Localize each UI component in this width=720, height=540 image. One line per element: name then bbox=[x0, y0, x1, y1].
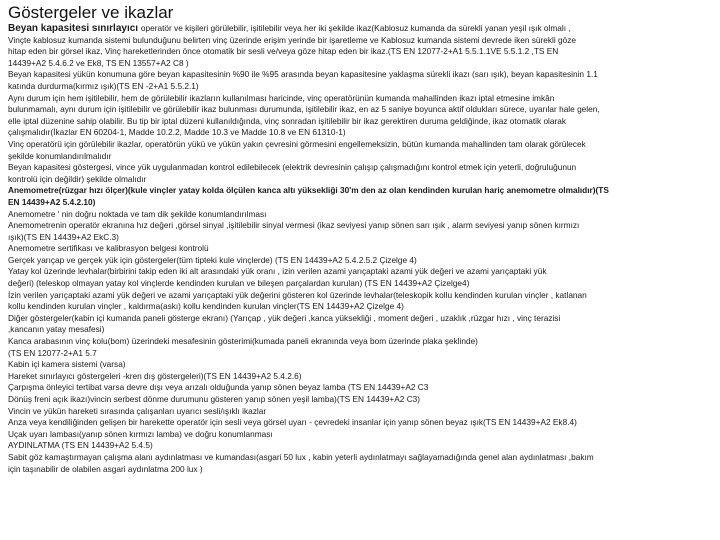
line-text: Beyan kapasitesi göstergesi, vince yük uygulanmadan kontrol edilebilecek (elektrik devresinin çalışıp çalışmadığını kontrol etmek için yeterli, doğruluğunun bbox=[8, 162, 577, 173]
text-line bbox=[8, 127, 714, 139]
line-text: Anemometre sertifikası ve kalibrasyon belgesi kontrolü bbox=[8, 243, 209, 254]
line-text: Vinçte kablosuz kumanda sistemi bulunduğunu belirten vinç üzerinde erişim yerinde bir işaretleme ve Kablosuz kumanda sistemi devrede iken sürekli göze bbox=[8, 34, 577, 45]
line-text: Anemometrenin operatör ekranına hız değeri ,görsel sinyal ,işitilebilir sinyal vermesi (ikaz seviyesi yanıp sönen sarı ışık , alarm seviyesi yanıp sönen kırmızı bbox=[8, 220, 580, 231]
line-text: Hareket sınırlayıcı göstergeleri -kren dış göstergeleri)(TS EN 14439+A2 5.4.2.6) bbox=[8, 370, 302, 381]
text-line bbox=[8, 174, 714, 186]
text-line bbox=[8, 220, 714, 232]
text-line bbox=[8, 197, 714, 209]
line-text: operatör ve kişileri görülebilir, işitilebilir veya her iki şekilde ikaz(Kablosuz kumanda da sürekli yanan yeşil ışık olmalı , bbox=[140, 23, 571, 33]
text-line bbox=[8, 464, 714, 476]
text-line bbox=[8, 301, 714, 313]
text-line bbox=[8, 336, 714, 348]
line-text: (TS EN 12077-2+A1 5.7 bbox=[8, 347, 97, 358]
line-text: Sabit göz kamaştırmayan çalışma alanı aydınlatması ve kumandası(asgari 50 lux , kabin yeterli aydınlatmayı sağlayamadığında genel alan aydınlatması ,bakım bbox=[8, 451, 594, 462]
text-line bbox=[8, 162, 714, 174]
line-text: şekilde konumlandırılmalıdır bbox=[8, 150, 112, 161]
line-text: Dönüş freni açık ikazı)vincin serbest dönme durumunu gösteren yanıp sönen yeşil lamba)(TS EN 14439+A2 C3) bbox=[8, 394, 421, 404]
line-text: EN 14439+A2 5.4.2.10) bbox=[8, 196, 96, 207]
line-text: için taşınabilir de olabilen asgari aydınlatma 200 lux ) bbox=[8, 463, 203, 474]
text-line bbox=[8, 348, 714, 360]
text-line bbox=[8, 417, 714, 429]
page-title: Göstergeler ve ikazlar bbox=[8, 3, 174, 22]
lead-term: Beyan kapasitesi sınırlayıcı bbox=[8, 23, 141, 34]
text-line bbox=[8, 406, 714, 418]
line-text: kollu kendinden kurulan vinçler , kaldırma(askı) kollu kendinden kurulan vinçler(TS EN 14439+A2 Çizelge 4) bbox=[8, 301, 404, 312]
line-text: katında durdurma(kırmız ışık)(TS EN -2+A1 5.5.2.1) bbox=[8, 80, 199, 91]
line-text: Yatay kol üzerinde levhalar(birbirini takip eden iki alt arasındaki yük oranı , izin verilen azami yarıçaptaki azami yük değeri ve azami yarıçaptaki yük bbox=[8, 266, 547, 277]
line-text: ışık)(TS EN 14439+A2 EkC.3) bbox=[8, 231, 119, 242]
text-line bbox=[8, 81, 714, 93]
text-line bbox=[8, 69, 714, 81]
text-line bbox=[8, 313, 714, 325]
text-line bbox=[8, 93, 714, 105]
line-text: İzin verilen yarıçaptaki azami yük değeri ve azami yarıçaptaki yük değerini gösteren kol üzerinde levhalar(teleskopik kollu kendinden kurulan vinçler , katlanan bbox=[8, 289, 587, 300]
text-line bbox=[8, 359, 714, 371]
line-text: çalışmalıdır(İkazlar EN 60204-1, Madde 10.2.2, Madde 10.3 ve Madde 10.8 ve EN 61310-1) bbox=[8, 127, 346, 138]
text-line bbox=[8, 394, 714, 406]
text-line bbox=[8, 46, 714, 58]
line-text: Anemometre(rüzgar hızı ölçer)(kule vinçler yatay kolda ölçülen kanca altı yüksekliği 30'm den az olan kendinden kurulan hariç anemometre olmalıdır)(TS bbox=[8, 185, 609, 196]
text-line bbox=[8, 139, 714, 151]
line-text: bulunmamalı, aynı durum için işitilebilir ve görülebilir ikaz bulunması durumunda, işitilebilir ikaz, en az 5 saniye boyunca aktif oldukları sürece, uyarılar hale gelen, bbox=[8, 104, 600, 115]
text-line bbox=[8, 243, 714, 255]
text-line bbox=[8, 35, 714, 47]
text-line bbox=[8, 429, 714, 441]
text-line bbox=[8, 452, 714, 464]
line-text: Beyan kapasitesi yükün konumuna göre beyan kapasitesinin %90 ile %95 arasında beyan kapasitesine yaklaşma sürekli ikazı (sarı ışık), beyan kapasitesinin 1.1 bbox=[8, 69, 598, 80]
line-text: Vinç operatörü için görülebilir ikazlar, operatörün yükü ve yükün yakın çevresini görmesini engellemeksizin, bütün kumanda mahallinden tam olarak görülecek bbox=[8, 138, 586, 149]
text-line bbox=[8, 255, 714, 267]
line-text: 14439+A2 5.4.6.2 ve Ek8, TS EN 13557+A2 C8 ) bbox=[8, 57, 189, 68]
text-line bbox=[8, 266, 714, 278]
line-text: Çarpışma önleyici tertibat varsa devre dışı veya arızalı olduğunda yanıp sönen beyaz lamba (TS EN 14439+A2 C3 bbox=[8, 382, 429, 393]
document-body bbox=[8, 23, 714, 475]
text-line bbox=[8, 371, 714, 383]
text-line bbox=[8, 23, 714, 35]
text-line bbox=[8, 232, 714, 244]
text-line bbox=[8, 185, 714, 197]
line-text: Diğer göstergeler(kabin içi kumanda paneli gösterge ekranı) (Yarıçap , yük değeri ,kanca yüksekliği , moment değeri , uzaklık ,rüzgar hızı , vinç terazisi bbox=[8, 312, 561, 323]
text-line bbox=[8, 324, 714, 336]
line-text: Anemometre ' nin doğru noktada ve tam dik şekilde konumlandırılması bbox=[8, 208, 267, 219]
line-text: Aynı durum için hem işitilebilir, hem de görülebilir ikazların kullanılması haricinde, vinç operatörünün kumanda mahallinden ikazı iptal etmesine imkân bbox=[8, 92, 555, 103]
line-text: Uçak uyarı lambası(yanıp sönen kırmızı lamba) ve doğru konumlanması bbox=[8, 428, 273, 439]
line-text: değeri) (teleskop olmayan yatay kol vinçlerde kendinden kurulan ve bileşen parçalardan kurulan) (TS EN 14439+A2 Çizelge4) bbox=[8, 278, 470, 289]
text-line bbox=[8, 209, 714, 221]
text-line bbox=[8, 382, 714, 394]
line-text: Vincin ve yükün hareketi sırasında çalışanları uyarıcı sesli/ışıklı ikazlar bbox=[8, 405, 267, 416]
line-text: AYDINLATMA (TS EN 14439+A2 5.4.5) bbox=[8, 440, 153, 451]
line-text: kontrolü için değildir) şekilde olmalıdır bbox=[8, 173, 147, 184]
text-line bbox=[8, 104, 714, 116]
text-line bbox=[8, 151, 714, 163]
line-text: elle iptal düzenine sahip olabilir. Bu tip bir iptal düzeni kullanıldığında, vinç sonradan işitilebilir bir ikaz gerektiren duruma geldiğinde, ikaz otomatik olarak bbox=[8, 115, 567, 126]
text-line bbox=[8, 278, 714, 290]
line-text: Kanca arabasının vinç kolu(bom) üzerindeki mesafesinin gösterimi(kumada paneli ekranında veya bom üzerinde plaka şeklinde) bbox=[8, 336, 478, 347]
line-text: hitap eden bir görsel ikaz, Vinç hareketlerinden önce otomatik bir sesli ve/veya göze hitap eden bir ikaz.(TS EN 12077-2+A1 5.5.1.1VE 5.5.1.2 ,TS EN bbox=[8, 46, 559, 57]
line-text: Kabin içi kamera sistemi (varsa) bbox=[8, 359, 126, 370]
text-line bbox=[8, 116, 714, 128]
text-line bbox=[8, 290, 714, 302]
text-line bbox=[8, 440, 714, 452]
text-line bbox=[8, 58, 714, 70]
line-text: Anza veya kendiliğinden gelişen bir harekette operatör için sesli veya görsel uyarı - çevredeki insanlar için yanıp sönen beyaz ışık(TS EN 14439+A2 Ek8.4) bbox=[8, 417, 577, 428]
line-text: ,kancanın yatay mesafesi) bbox=[8, 324, 105, 335]
line-text: Gerçek yarıçap ve gerçek yük için göstergeler(tüm tipteki kule vinçlerde) (TS EN 14439+A2 5.4.2.5.2 Çizelge 4) bbox=[8, 254, 417, 265]
